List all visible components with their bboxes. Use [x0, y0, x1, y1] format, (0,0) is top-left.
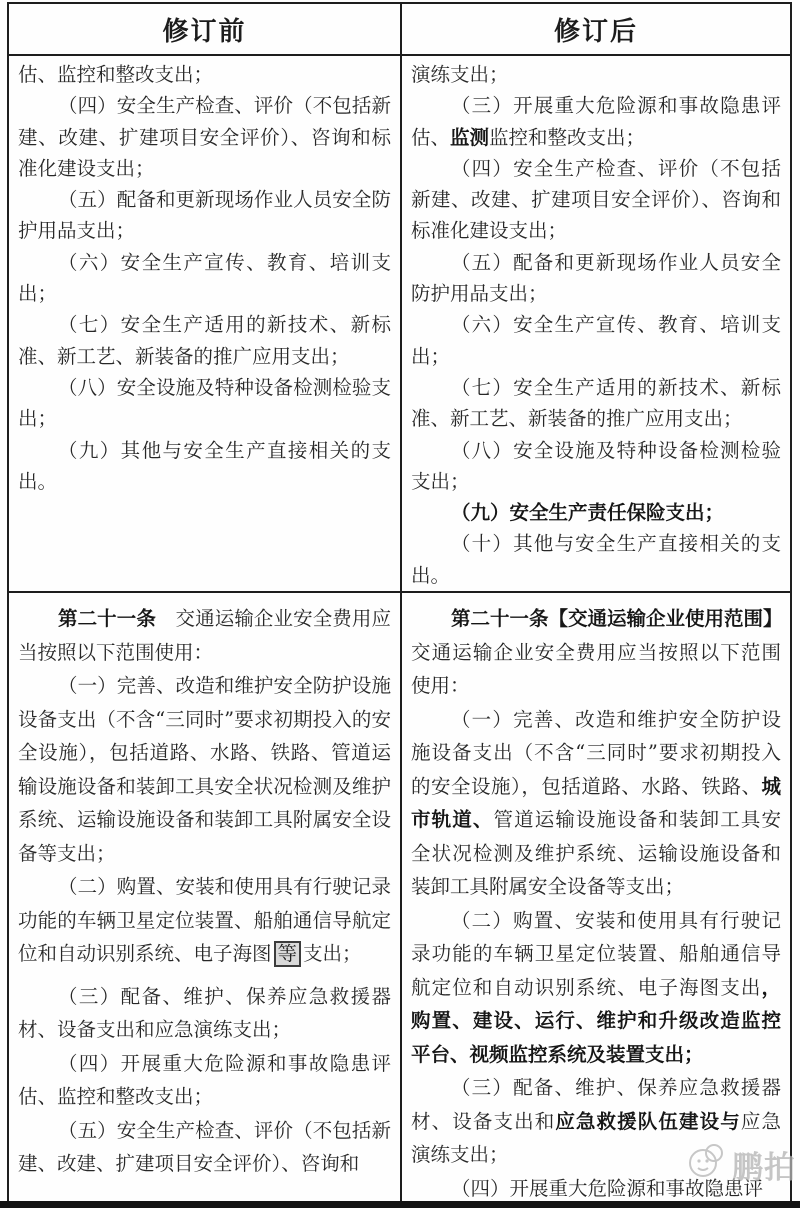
text-run: （四）安全生产检查、评价（不包括新建、改建、扩建项目安全评价）、咨询和标准化建设支出； — [411, 156, 781, 243]
text-run: 交通运输企业安全费用应当按照以下范围使用： — [411, 640, 781, 697]
paragraph — [18, 184, 391, 247]
text-run: 估、监控和整改支出； — [18, 63, 214, 86]
header-before-label: 修订前 — [162, 16, 247, 47]
text-run: （一）完善、改造和维护安全防护设施设备支出（不含“三同时”要求初期投入的安全设施），包括道路、水路、铁路、管道运输设施设备和装卸工具安全状况检测及维护系统、运输设施设备和装卸工具附属安全设备等支出； — [18, 674, 391, 865]
watermark-label: 鹏拍 — [732, 1149, 796, 1186]
paragraph — [18, 372, 391, 435]
inserted-text: ，购置、建设、运行、维护和升级改造监控平台、视频监控系统及装置支出； — [411, 975, 781, 1066]
text-run: （五）配备和更新现场作业人员安全防护用品支出； — [18, 188, 391, 243]
paragraph — [411, 59, 781, 90]
cell-after-row2 — [402, 593, 790, 1208]
text-run: （八）安全设施及特种设备检测检验支出； — [18, 375, 391, 431]
text-run: （六）安全生产宣传、教育、培训支出； — [18, 250, 391, 306]
paragraph — [411, 528, 781, 591]
inserted-text: 监测 — [450, 125, 490, 149]
inserted-text: （九）安全生产责任保险支出； — [450, 501, 724, 525]
cell-after-row1 — [402, 56, 790, 593]
inserted-text: 城市轨道、 — [411, 774, 781, 831]
text-run: （五）安全生产检查、评价（不包括新建、改建、扩建项目安全评价）、咨询和 — [18, 1118, 391, 1175]
paragraph — [411, 904, 781, 1072]
paragraph — [18, 1114, 391, 1181]
text-run: （三）配备、维护、保养应急救援器材、设备支出和 — [411, 1076, 781, 1133]
text-run: （三）配备、维护、保养应急救援器材、设备支出和应急演练支出； — [18, 984, 391, 1041]
text-run: （八）安全设施及特种设备检测检验支出； — [411, 438, 781, 493]
text-run: （六）安全生产宣传、教育、培训支出； — [411, 313, 781, 368]
header-cell-after — [402, 4, 790, 56]
text-run: （四）开展重大危险源和事故隐患评估、监控和整改支出； — [18, 1051, 391, 1108]
paragraph — [18, 980, 391, 1047]
boxed-char: 等 — [274, 941, 302, 967]
paragraph — [411, 497, 781, 528]
paragraph — [411, 703, 781, 904]
text-run: （九）其他与安全生产直接相关的支出。 — [18, 438, 391, 493]
text-run: 交通运输企业安全费用应当按照以下范围使用： — [18, 607, 391, 664]
paragraph — [411, 602, 781, 703]
header-cell-before — [9, 4, 402, 56]
paragraph — [411, 435, 781, 498]
text-run: （三）开展重大危险源和事故隐患评估、 — [411, 94, 781, 149]
paragraph — [411, 247, 781, 310]
text-run: 应急演练支出； — [411, 1109, 781, 1166]
header-after-label: 修订后 — [553, 16, 638, 47]
paragraph — [18, 435, 391, 498]
text-run: （四）开展重大危险源和事故隐患评 — [450, 1176, 763, 1200]
paragraph — [18, 309, 391, 372]
text-run: 支出； — [303, 942, 362, 965]
text-run: （七）安全生产适用的新技术、新标准、新工艺、新装备的推广应用支出； — [411, 375, 781, 431]
inserted-text: 第二十一条【交通运输企业使用范围】 — [450, 607, 783, 630]
text-run: 演练支出； — [411, 63, 509, 86]
paragraph — [18, 870, 391, 971]
paragraph — [18, 669, 391, 870]
paragraph — [18, 59, 391, 90]
bottom-crop-bar — [0, 1201, 800, 1208]
paragraph — [18, 90, 391, 184]
inserted-text: 第二十一条 — [57, 607, 156, 630]
paragraph — [18, 1047, 391, 1114]
text-run: （十）其他与安全生产直接相关的支出。 — [411, 532, 781, 587]
revision-comparison-table — [7, 2, 792, 1208]
paragraph — [411, 153, 781, 247]
paragraph — [18, 602, 391, 669]
paragraph — [411, 309, 781, 372]
text-run: （七）安全生产适用的新技术、新标准、新工艺、新装备的推广应用支出； — [18, 313, 391, 368]
text-run: （二）购置、安装和使用具有行驶记录功能的车辆卫星定位装置、船舶通信导航定位和自动识别系统、电子海图 — [18, 875, 391, 965]
text-run: 管道运输设施设备和装卸工具安全状况检测及维护系统、运输设施设备和装卸工具附属安全设备等支出； — [411, 808, 781, 898]
paragraph — [411, 1172, 781, 1206]
paragraph — [411, 372, 781, 435]
inserted-text: 应急救援队伍建设与 — [555, 1109, 741, 1133]
text-run: （四）安全生产检查、评价（不包括新建、改建、扩建项目安全评价）、咨询和标准化建设支出； — [18, 94, 391, 180]
text-run: （一）完善、改造和维护安全防护设施设备支出（不含“三同时”要求初期投入的安全设施），包括道路、水路、铁路、 — [411, 707, 781, 798]
cell-before-row1 — [9, 56, 402, 593]
text-run: 监控和整改支出； — [489, 125, 646, 149]
paragraph — [411, 90, 781, 153]
text-run: （二）购置、安装和使用具有行驶记录功能的车辆卫星定位装置、船舶通信导航定位和自动识别系统、电子海图支出 — [411, 908, 781, 999]
paragraph — [411, 1071, 781, 1172]
paragraph — [18, 247, 391, 310]
cell-before-row2 — [9, 593, 402, 1208]
text-run: （五）配备和更新现场作业人员安全防护用品支出； — [411, 250, 781, 306]
